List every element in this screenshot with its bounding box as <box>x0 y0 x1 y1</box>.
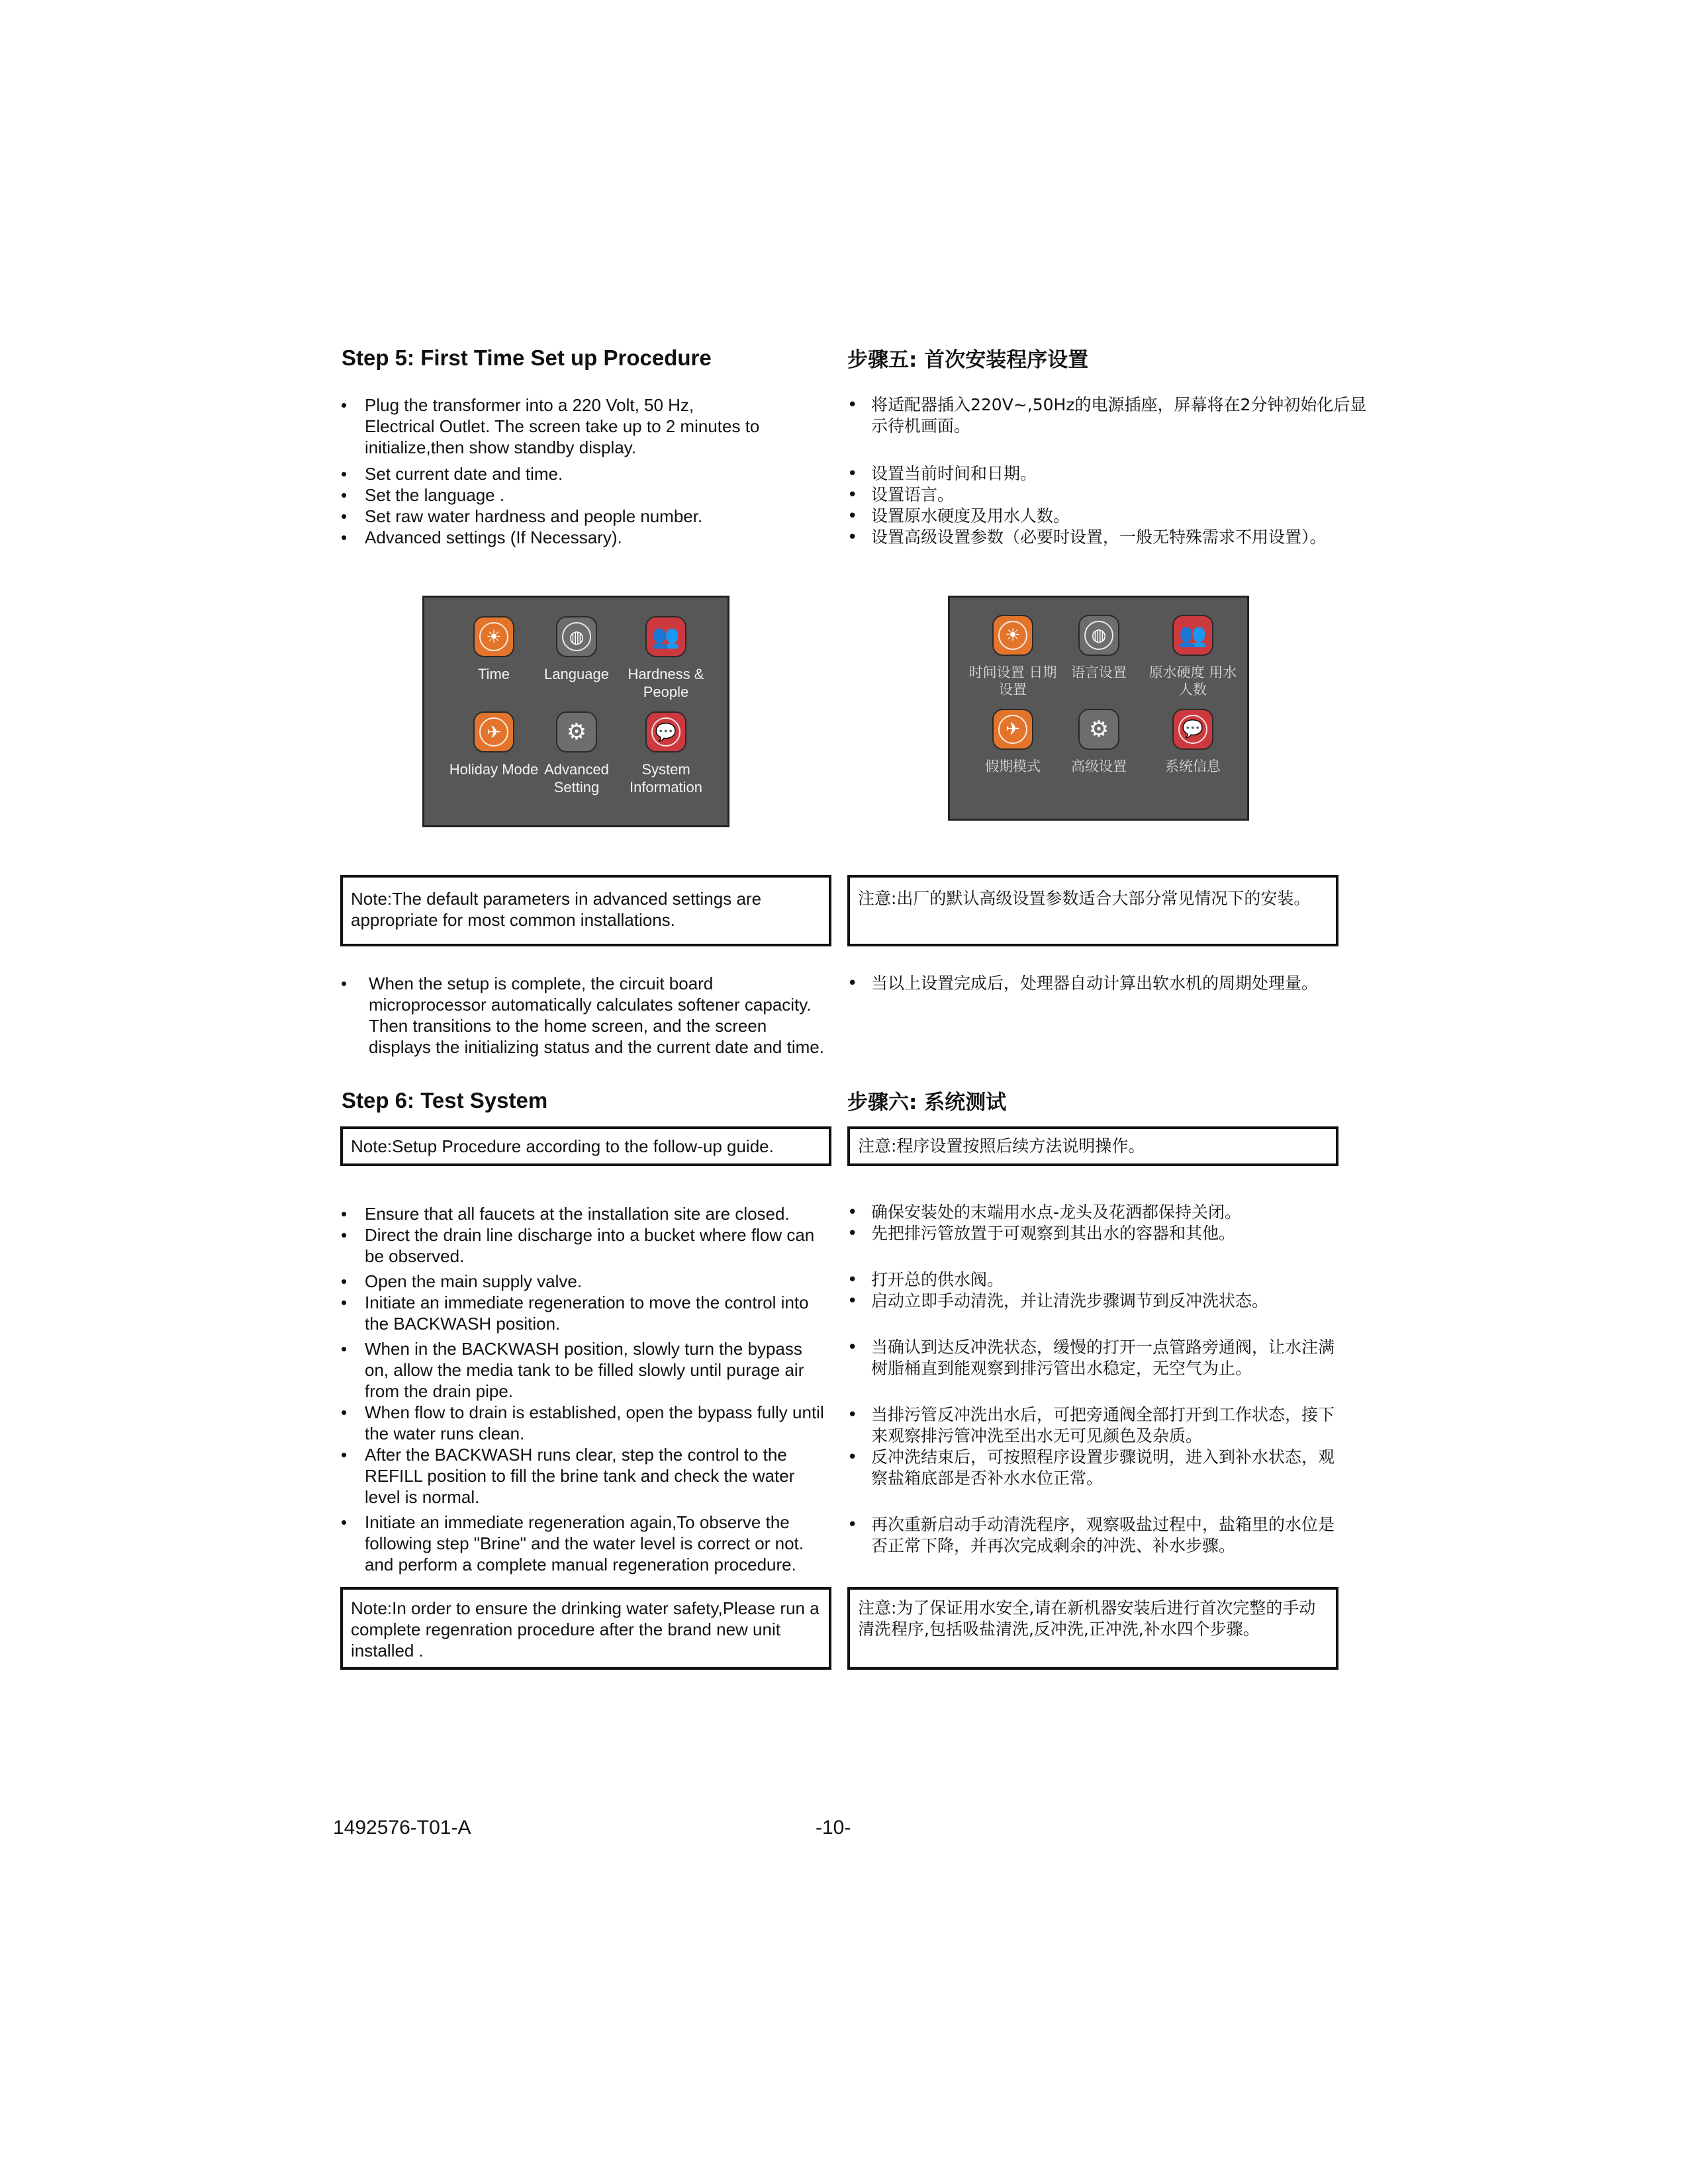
list-item: • Set raw water hardness and people number. <box>341 506 765 527</box>
menu-label: 时间设置 日期设置 <box>968 664 1057 698</box>
gear-icon: ⚙ <box>1078 709 1119 750</box>
menu-screen-cn <box>948 596 1249 821</box>
list-item: • When flow to drain is established, open the bypass fully until the water runs clean. <box>341 1402 831 1444</box>
list-item: • Set the language . <box>341 484 765 506</box>
step6-bullets-cn <box>847 1202 1350 1557</box>
menu-screen-en <box>422 596 729 827</box>
menu-tile-time-cn[interactable] <box>963 615 1062 698</box>
list-item: • 当确认到达反冲洗状态，缓慢的打开一点管路旁通阀，让水注满树脂桶直到能观察到排污管出水稳定，无空气为止。 <box>847 1337 1350 1379</box>
list-item: • 先把排污管放置于可观察到其出水的容器和其他。 <box>847 1223 1350 1244</box>
menu-tile-system[interactable] <box>616 711 716 796</box>
step6-bullets-en <box>341 1203 831 1575</box>
list-item: • Initiate an immediate regeneration again,To observe the following step "Brine" and the water level is correct or not. and perform a complete manual regeneration procedure. <box>341 1512 831 1575</box>
list-item: • Ensure that all faucets at the installation site are closed. <box>341 1203 831 1224</box>
note-defaults-en: Note:The default parameters in advanced settings are appropriate for most common installations. <box>340 875 831 946</box>
list-item: • 将适配器插入220V~,50Hz的电源插座，屏幕将在2分钟初始化后显示待机画面。 <box>847 394 1370 437</box>
airplane-icon: ✈ <box>992 709 1033 750</box>
list-item: • 反冲洗结束后，可按照程序设置步骤说明，进入到补水状态，观察盐箱底部是否补水水位正常。 <box>847 1447 1350 1489</box>
menu-tile-hardness-cn[interactable] <box>1143 615 1243 698</box>
list-item: • 确保安装处的末端用水点-龙头及花洒都保持关闭。 <box>847 1202 1350 1223</box>
note-safety-cn: 注意:为了保证用水安全,请在新机器安装后进行首次完整的手动清洗程序,包括吸盐清洗,反冲洗,正冲洗,补水四个步骤。 <box>847 1587 1338 1670</box>
menu-label: 原水硬度 用水人数 <box>1149 664 1237 698</box>
step5-after-cn <box>847 973 1324 994</box>
list-item: • 当排污管反冲洗出水后，可把旁通阀全部打开到工作状态，接下来观察排污管冲洗至出水无可见颜色及杂质。 <box>847 1404 1350 1447</box>
sun-icon: ☀ <box>992 615 1033 656</box>
globe-icon: ◍ <box>556 616 597 657</box>
menu-label: Advanced Setting <box>544 761 609 796</box>
page-number: -10- <box>816 1817 851 1839</box>
note-setup-guide-en: Note:Setup Procedure according to the follow-up guide. <box>340 1126 831 1166</box>
step5-after-en <box>341 973 831 1058</box>
step5-bullets-cn <box>847 394 1370 548</box>
list-item: • 当以上设置完成后，处理器自动计算出软水机的周期处理量。 <box>847 973 1324 994</box>
list-item: • 再次重新启动手动清洗程序，观察吸盐过程中，盐箱里的水位是否正常下降，并再次完成剩余的冲洗、补水步骤。 <box>847 1514 1350 1557</box>
note-defaults-cn: 注意:出厂的默认高级设置参数适合大部分常见情况下的安装。 <box>847 875 1338 946</box>
sun-icon: ☀ <box>473 616 514 657</box>
info-bubble-icon: 💬 <box>645 711 686 752</box>
globe-icon: ◍ <box>1078 615 1119 656</box>
menu-label: System Information <box>629 761 703 796</box>
list-item: • When in the BACKWASH position, slowly turn the bypass on, allow the media tank to be filled slowly until purage air from the drain pipe. <box>341 1338 831 1402</box>
step5-title-cn: 步骤五: 首次安装程序设置 <box>847 348 1089 372</box>
menu-tile-language-cn[interactable] <box>1049 615 1149 681</box>
step5-title-en: Step 5: First Time Set up Procedure <box>342 345 712 370</box>
menu-label: 语言设置 <box>1071 664 1127 680</box>
menu-tile-language[interactable] <box>527 616 626 683</box>
menu-tile-advanced[interactable] <box>527 711 626 796</box>
document-id: 1492576-T01-A <box>333 1817 471 1839</box>
list-item: • Advanced settings (If Necessary). <box>341 527 765 548</box>
list-item: • When the setup is complete, the circuit board microprocessor automatically calculates softener capacity. Then transitions to the home screen, and the screen displays the initializing status and the current date and time. <box>341 973 831 1058</box>
list-item: • Direct the drain line discharge into a bucket where flow can be observed. <box>341 1224 831 1267</box>
note-setup-guide-cn: 注意:程序设置按照后续方法说明操作。 <box>847 1126 1338 1166</box>
menu-label: 假期模式 <box>985 758 1041 774</box>
info-bubble-icon: 💬 <box>1172 709 1213 750</box>
menu-tile-system-cn[interactable] <box>1143 709 1243 775</box>
people-icon: 👥 <box>1172 615 1213 656</box>
menu-label: Time <box>477 666 510 682</box>
list-item: • After the BACKWASH runs clear, step the control to the REFILL position to fill the brine tank and check the water level is normal. <box>341 1444 831 1508</box>
menu-tile-hardness[interactable] <box>616 616 716 701</box>
step5-bullets-en <box>341 394 765 548</box>
list-item: • 设置当前时间和日期。 <box>847 463 1370 484</box>
menu-label: Holiday Mode <box>449 761 539 778</box>
list-item: • Initiate an immediate regeneration to move the control into the BACKWASH position. <box>341 1292 831 1334</box>
list-item: • Plug the transformer into a 220 Volt, 50 Hz, Electrical Outlet. The screen take up to 2 minutes to initialize,then show standby display. <box>341 394 765 458</box>
list-item: • 打开总的供水阀。 <box>847 1269 1350 1291</box>
step6-title-en: Step 6: Test System <box>342 1088 548 1113</box>
list-item: • 启动立即手动清洗，并让清洗步骤调节到反冲洗状态。 <box>847 1291 1350 1312</box>
list-item: • 设置原水硬度及用水人数。 <box>847 506 1370 527</box>
list-item: • Set current date and time. <box>341 463 765 484</box>
menu-tile-holiday-cn[interactable] <box>963 709 1062 775</box>
menu-tile-advanced-cn[interactable] <box>1049 709 1149 775</box>
people-icon: 👥 <box>645 616 686 657</box>
note-safety-en: Note:In order to ensure the drinking water safety,Please run a complete regenration procedure after the brand new unit installed . <box>340 1587 831 1670</box>
list-item: • 设置语言。 <box>847 484 1370 506</box>
list-item: • Open the main supply valve. <box>341 1271 831 1292</box>
airplane-icon: ✈ <box>473 711 514 752</box>
list-item: • 设置高级设置参数（必要时设置，一般无特殊需求不用设置）。 <box>847 527 1370 548</box>
menu-label: Language <box>544 666 609 682</box>
menu-label: 高级设置 <box>1071 758 1127 774</box>
menu-label: Hardness & People <box>628 666 704 700</box>
menu-label: 系统信息 <box>1165 758 1221 774</box>
step6-title-cn: 步骤六: 系统测试 <box>847 1091 1007 1115</box>
gear-icon: ⚙ <box>556 711 597 752</box>
